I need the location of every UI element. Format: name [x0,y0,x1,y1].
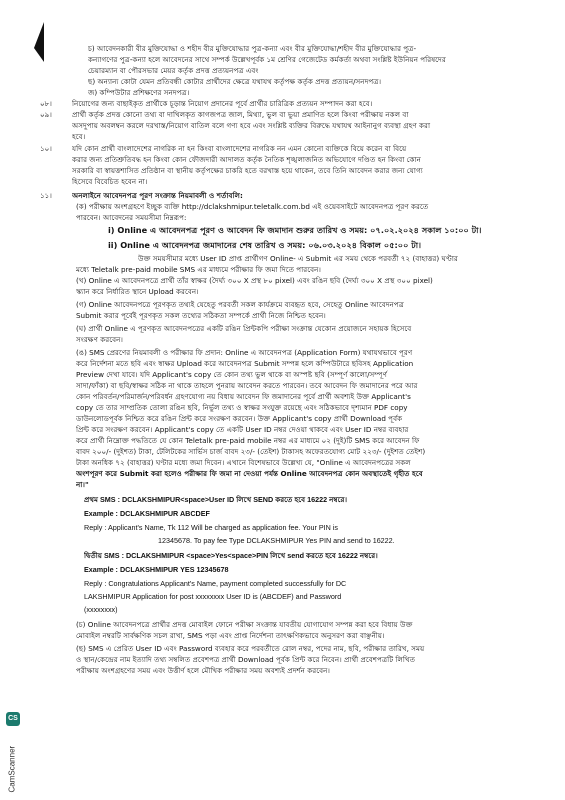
item-number: ১১। [40,191,52,200]
lines-line: অসদুপায় অবলম্বন করলে দরখাস্ত/নিয়োগ বাতিল বলে গণ্য হবে এবং সংশ্লিষ্ট ব্যক্তির বিরুদ্ধে যথাযথ আইনানুগ ব্যবস্থা গ্রহণ করা [72,121,431,130]
lines-line: পারবেন। আবেদনের সময়সীমা নিম্নরূপ: [76,213,187,222]
lines-line: সরকারি বা স্বায়ত্তশাসিত প্রতিষ্ঠান বা স্থানীয় কর্তৃপক্ষের চাকরি হতে বরখাস্ত হয়ে থাকেন, তবে তিনি আবেদন করার জন্য যোগ্য [72,166,423,175]
lines-line: চ) আবেদনকারী বীর মুক্তিযোদ্ধা ও শহীদ বীর মুক্তিযোদ্ধার পুত্র-কন্যা এবং বীর মুক্তিযোদ্ধা/শহীদ বীর মুক্তিযোদ্ধার পুত্র- [88,44,417,53]
lines-line: চেয়ারম্যান বা পৌরসভার মেয়র কর্তৃক প্রদত্ত প্রত্যয়নপত্র এবং [88,66,259,75]
item-number: ০৮। [40,99,52,108]
lines-line: যদি কোন প্রার্থী বাংলাদেশের নাগরিক না হন কিংবা বাংলাদেশের নাগরিক নন এমন কোনো ব্যক্তিকে বিয়ে করেন বা বিয়ে [72,144,407,153]
lines-line: উক্ত সময়সীমার মধ্যে User ID প্রাপ্ত প্রার্থীগণ Online- এ Submit এর সময় থেকে পরবর্তী ৭২ (বাহাত্তর) ঘণ্টার [138,254,458,263]
page-corner-mark [34,22,44,62]
lines-line: সংরক্ষণ করবেন। [76,335,123,344]
lines-line: টাকা অনধিক ৭২ (বাহাত্তর) ঘণ্টার মধ্যে জমা দিবেন। এখানে বিশেষভাবে উল্লেখ্য যে, "Online এ আবেদনপত্রের সকল [76,458,411,467]
lines-line: copy তে তার সাম্প্রতিক তোলা রঙিন ছবি, নির্ভুল তথ্য ও স্বাক্ষর সংযুক্ত রয়েছে এবং সঠিকভাবে দৃশ্যমান PDF copy [76,403,408,412]
lines-line: i) Online এ আবেদনপত্র পূরণ ও আবেদন ফি জমাদান শুরুর তারিখ ও সময়: ০৭.০২.২০২৪ সকাল ১০:০০ টা। [108,225,482,235]
lines-line: না।" [76,480,89,489]
lines-line: Submit করার পূর্বেই পূরণকৃত সকল তথ্যের সঠিকতা সম্পর্কে প্রার্থী নিজে নিশ্চিত হবেন। [76,311,326,320]
lines-line: করার জন্য প্রতিশ্রুতিবদ্ধ হন কিংবা কোন ফৌজদারী আদালত কর্তৃক নৈতিক শৃঙ্খলাজনিত অভিযোগে দণ্ডিত হন কিংবা কোন [72,155,421,164]
sms-line: Example : DCLAKSHMIPUR ABCDEF [84,509,210,518]
sms-line: Reply : Congratulations Applicant's Name, payment completed successfully for DC [84,579,347,588]
sms-line: 12345678. To pay fee Type DCLAKSHMIPUR Yes PIN and send to 16222. [158,536,395,545]
sms-line: LAKSHMIPUR Application for post xxxxxxxx User ID is (ABCDEF) and Password [84,592,342,601]
lines-line: (ঙ) SMS প্রেরণের নিয়মাবলী ও পরীক্ষার ফি প্রদান: Online এ আবেদনপত্র (Application Form) যথাযথভাবে পূরণ [76,348,413,357]
lines-line: (ঘ) প্রার্থী Online এ পূরণকৃত আবেদনপত্রের একটি রঙিন প্রিন্টকপি পরীক্ষা সংক্রান্ত যেকোন প্রয়োজনে সহায়ক হিসেবে [76,324,412,333]
lines-line: ডাউনলোডপূর্বক নিশ্চিত করে রঙিন প্রিন্ট করে সংরক্ষণ করবেন। উক্ত Applicant's copy প্রার্থী Download পূর্বক [76,414,403,423]
tail-line: মোবাইল নম্বরটি সার্বক্ষণিক সচল রাখা, SMS পড়া এবং প্রাপ্ত নির্দেশনা তাৎক্ষণিকভাবে অনুসরণ করা বাঞ্ছনীয়। [76,631,385,640]
lines-line: কোন পরিবর্তন/পরিমার্জন/পরিবর্ধন গ্রহণযোগ্য নয় বিধায় আবেদন ফি জমাদানের পূর্বে প্রার্থী অবশ্যই উক্ত Applicant's [76,392,411,401]
lines-line: ছ) অন্যান্য কোটা যেমন প্রতিবন্ধী কোটার প্রার্থীদের ক্ষেত্রে যথাযথ কর্তৃপক্ষ কর্তৃক প্রদত্ত প্রত্যয়ন/সনদপত্র। [88,77,382,86]
lines-line: অংশপূরণ করে Submit করা হলেও পরীক্ষার ফি জমা না দেওয়া পর্যন্ত Online আবেদনপত্র কোন অবস্থাতেই গৃহীত হবে [76,469,423,478]
lines-line: বাবদ ২০০/- (দুইশত) টাকা, টেলিটকের সার্ভিস চার্জ বাবদ ২৩/- (তেইশ) টাকাসহ অফেরতযোগ্য মোট ২২৩/- (দুইশত তেইশ) [76,447,426,456]
lines-line: সাদা/ফাঁকা) বা ছবি/স্বাক্ষর সঠিক না থাকে তাহলে পুনরায় আবেদন করতে পারবেন। তবে আবেদন ফি জমাদানের পরে আর [76,381,418,390]
item-number: ০৯। [40,110,52,119]
lines-line: প্রার্থী কর্তৃক প্রদত্ত কোনো তথ্য বা দাখিলকৃত কাগজপত্র জাল, মিথ্যা, ভুল বা ভুয়া প্রমাণিত হলে কিংবা পরীক্ষায় নকল বা [72,110,409,119]
lines-line: (গ) Online আবেদনপত্রে পূরণকৃত তথ্যই যেহেতু পরবর্তী সকল কার্যক্রমে ব্যবহৃত হবে, সেহেতু Online আবেদনপত্র [76,300,404,309]
item-number: ১০। [40,144,52,153]
camscanner-watermark [6,712,20,792]
lines-line: প্রিন্ট করে সংরক্ষণ করবেন। Applicant's copy তে একটি User ID নম্বর দেওয়া থাকবে এবং User ID নম্বর ব্যবহার [76,425,409,434]
lines-line: করে নির্দেশনা মতে ছবি এবং স্বাক্ষর Upload করে আবেদনপত্র Submit সম্পন্ন হলে কম্পিউটারে ছবিসহ Application [76,359,414,368]
sms-line: প্রথম SMS : DCLAKSHMIPUR<space>User ID লিখে SEND করতে হবে 16222 নম্বরে। [84,495,348,504]
lines-line: (খ) Online এ আবেদনপত্রে প্রার্থী তাঁর স্বাক্ষর (দৈর্ঘ্য ৩০০ X প্রস্থ ৮০ pixel) এবং রঙিন ছবি (দৈর্ঘ্য ৩০০ X প্রস্থ ৩০০ pixel) [76,276,433,285]
tail-line: ও স্থান/কেন্দ্রের নাম ইত্যাদি তথ্য সম্বলিত প্রবেশপত্র প্রার্থী Download পূর্বক প্রিন্ট করে নিবেন। প্রার্থী প্রবেশপত্রটি লিখিত [76,655,416,664]
lines-line: হিসেবে বিবেচিত হবেন না। [72,177,148,186]
sms-line: Example : DCLAKSHMIPUR YES 12345678 [84,565,229,574]
lines-line: স্ক্যান করে নির্ধারিত স্থানে Upload করবেন। [76,287,199,296]
sms-line: দ্বিতীয় SMS : DCLAKSHMIPUR <space>Yes<space>PIN লিখে send করতে হবে 16222 নম্বরে। [84,551,378,560]
tail-line: (ছ) SMS এ প্রেরিত User ID এবং Password ব্যবহার করে পরবর্তীতে রোল নম্বর, পদের নাম, ছবি, পরীক্ষার তারিখ, সময় [76,644,425,653]
lines-line: হবে। [72,132,86,141]
lines-line: ii) Online এ আবেদনপত্র জমাদানের শেষ তারিখ ও সময়: ০৬.০৩.২০২৪ বিকাল ০৫:০০ টা। [108,240,422,250]
camscanner-label: CamScanner [7,745,17,793]
camscanner-logo-icon: CS [6,712,20,726]
lines-line: (ক) পরীক্ষায় অংশগ্রহণে ইচ্ছুক ব্যক্তি http://dclakshmipur.teletalk.com.bd এই ওয়েবসাইটে আবেদনপত্র পূরণ করতে [76,202,429,211]
lines-line: Preview দেখা যাবে। যদি Applicant's copy তে কোন তথ্য ভুল থাকে বা অস্পষ্ট ছবি (সম্পূর্ণ কালো/সম্পূর্ণ [76,370,387,379]
sms-line: (xxxxxxxx) [84,605,118,614]
lines-line: অনলাইনে আবেদনপত্র পূরণ সংক্রান্ত নিয়মাবলী ও শর্তাবলি: [72,191,243,200]
lines-line: জ) কম্পিউটার প্রশিক্ষণের সনদপত্র। [88,88,190,97]
lines-line: মধ্যে Teletalk pre-paid mobile SMS এর মাধ্যমে পরীক্ষার ফি জমা দিতে পারবেন। [76,265,321,274]
tail-line: পরীক্ষায় অংশগ্রহণের সময় এবং উত্তীর্ণ হলে মৌখিক পরীক্ষার সময় অবশ্যই প্রদর্শন করবেন। [76,666,330,675]
sms-line: Reply : Applicant's Name, Tk 112 Will be charged as application fee. Your PIN is [84,523,338,532]
lines-line: কন্যাগণের পুত্র-কন্যা হলে আবেদনের সাথে সম্পর্ক উল্লেখপূর্বক ১ম শ্রেণির গেজেটেড কর্মকর্তা অথবা সংশ্লিষ্ট ইউনিয়ন পরিষদের [88,55,446,64]
lines-line: করে প্রার্থী নিম্নোক্ত পদ্ধতিতে যে কোন Teletalk pre-paid mobile নম্বর এর মাধ্যমে ০২ (দুই)টি SMS করে আবেদন ফি [76,436,420,445]
lines-line: নিয়োগের জন্য বাছাইকৃত প্রার্থীকে চূড়ান্ত নিয়োগ প্রদানের পূর্বে প্রার্থীর চারিত্রিক প্রত্যয়ন সম্পাদন করা হবে। [72,99,373,108]
tail-line: (চ) Online আবেদনপত্রে প্রার্থীর প্রদত্ত মোবাইল ফোনে পরীক্ষা সংক্রান্ত যাবতীয় যোগাযোগ সম্পন্ন করা হবে বিধায় উক্ত [76,620,413,629]
